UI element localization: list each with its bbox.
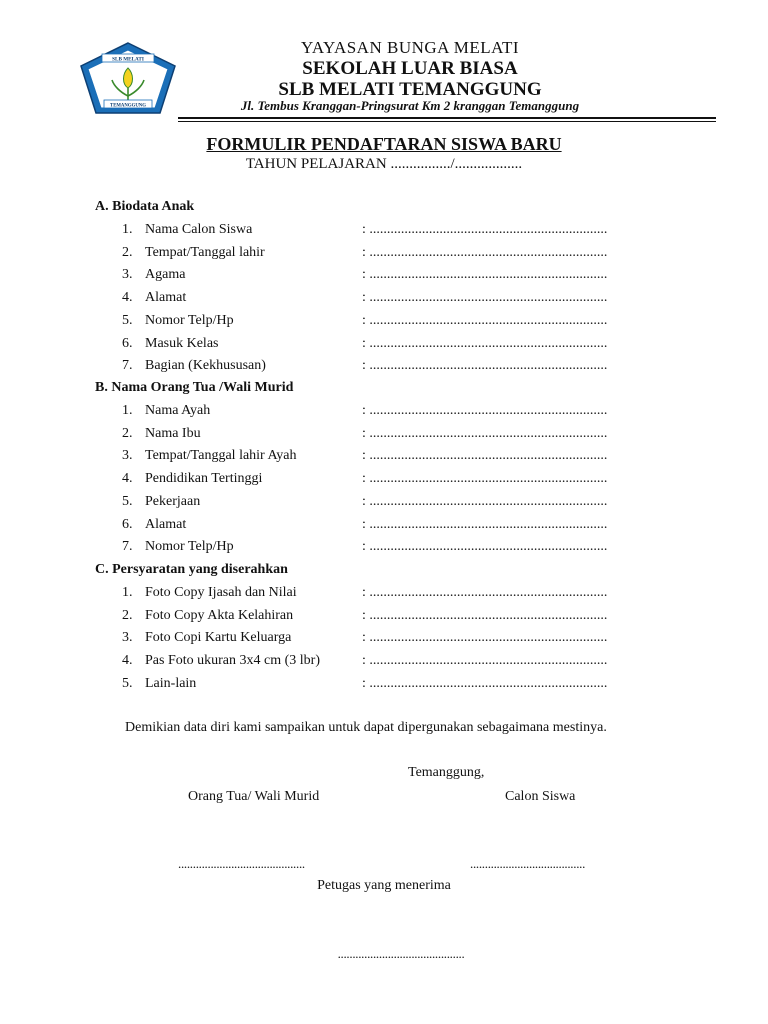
field-number: 2. (122, 244, 133, 260)
field-number: 1. (122, 222, 133, 237)
field-number: 6. (122, 335, 133, 351)
section-heading: B. Nama Orang Tua /Wali Murid (95, 380, 294, 395)
field-number: 2. (122, 607, 133, 623)
field-label: Masuk Kelas (145, 335, 219, 351)
form-field-row (0, 494, 768, 514)
form-field-row (0, 653, 768, 673)
form-field-row (0, 471, 768, 491)
form-field-row (0, 539, 768, 559)
field-label: Tempat/Tanggal lahir Ayah (145, 448, 297, 464)
form-field-row (0, 245, 768, 265)
field-fill-line[interactable]: : .................................................................... (362, 312, 608, 328)
field-label: Alamat (145, 516, 187, 532)
field-fill-line[interactable]: : .................................................................... (362, 607, 608, 623)
header-rule (178, 117, 716, 119)
field-fill-line[interactable]: : .................................................................... (362, 358, 608, 374)
section-heading: A. Biodata Anak (95, 199, 195, 214)
field-label: Foto Copi Kartu Keluarga (145, 630, 292, 646)
field-label: Pendidikan Tertinggi (145, 471, 263, 487)
field-number: 5. (122, 312, 133, 328)
form-field-row (0, 313, 768, 333)
field-fill-line[interactable]: : .................................................................... (362, 493, 608, 509)
receiver-signature-label: Petugas yang menerima (317, 878, 451, 893)
form-field-row (0, 608, 768, 628)
school-address: Jl. Tembus Kranggan-Pringsurat Km 2 kranggan Temanggung (240, 98, 580, 113)
field-fill-line[interactable]: : .................................................................... (362, 267, 608, 283)
foundation-name: YAYASAN BUNGA MELATI (300, 38, 520, 57)
field-label: Agama (145, 267, 186, 283)
field-number: 4. (122, 290, 133, 306)
field-fill-line[interactable]: : .................................................................... (362, 403, 608, 418)
field-fill-line[interactable]: : .................................................................... (362, 516, 608, 532)
section-heading: C. Persyaratan yang diserahkan (95, 562, 288, 577)
form-field-row (0, 676, 768, 696)
field-fill-line[interactable]: : .................................................................... (362, 425, 608, 441)
field-number: 5. (122, 493, 133, 509)
field-number: 7. (122, 539, 133, 555)
field-number: 5. (122, 675, 133, 691)
field-fill-line[interactable]: : .................................................................... (362, 448, 608, 464)
field-label: Nama Ayah (145, 403, 211, 418)
field-label: Nomor Telp/Hp (145, 312, 234, 328)
field-number: 1. (122, 403, 133, 418)
form-field-row (0, 630, 768, 650)
field-label: Bagian (Kekhususan) (145, 358, 266, 374)
field-number: 3. (122, 448, 133, 464)
form-field-row (0, 358, 768, 378)
form-field-row (0, 222, 768, 242)
field-fill-line[interactable]: : .................................................................... (362, 539, 608, 555)
field-label: Nomor Telp/Hp (145, 539, 234, 555)
form-field-row (0, 517, 768, 537)
field-label: Alamat (145, 290, 187, 306)
field-label: Tempat/Tanggal lahir (145, 244, 265, 260)
field-fill-line[interactable]: : .................................................................... (362, 675, 608, 691)
form-field-row (0, 290, 768, 310)
field-label: Foto Copy Akta Kelahiran (145, 607, 294, 623)
form-field-row (0, 336, 768, 356)
field-label: Nama Ibu (145, 425, 201, 441)
form-title: FORMULIR PENDAFTARAN SISWA BARU (206, 134, 562, 154)
form-field-row (0, 267, 768, 287)
field-fill-line[interactable]: : .................................................................... (362, 222, 608, 237)
school-type: SEKOLAH LUAR BIASA (302, 58, 518, 79)
academic-year-line: TAHUN PELAJARAN ................/.................. (245, 156, 523, 172)
form-field-row (0, 585, 768, 605)
school-name: SLB MELATI TEMANGGUNG (278, 79, 542, 100)
field-label: Pekerjaan (145, 493, 201, 509)
parent-signature-label: Orang Tua/ Wali Murid (188, 789, 320, 804)
field-label: Pas Foto ukuran 3x4 cm (3 lbr) (145, 653, 320, 669)
field-fill-line[interactable]: : .................................................................... (362, 630, 608, 646)
signature-city: Temanggung, (408, 765, 485, 780)
field-fill-line[interactable]: : .................................................................... (362, 290, 608, 306)
field-fill-line[interactable]: : .................................................................... (362, 335, 608, 351)
form-field-row (0, 448, 768, 468)
form-field-row (0, 403, 768, 423)
field-label: Foto Copy Ijasah dan Nilai (145, 585, 297, 600)
svg-text:TEMANGGUNG: TEMANGGUNG (110, 103, 146, 109)
field-number: 3. (122, 630, 133, 646)
field-label: Nama Calon Siswa (145, 222, 253, 237)
field-number: 4. (122, 471, 133, 487)
student-signature-label: Calon Siswa (505, 789, 576, 804)
field-number: 4. (122, 653, 133, 669)
field-fill-line[interactable]: : .................................................................... (362, 585, 608, 600)
closing-statement: Demikian data diri kami sampaikan untuk dapat dipergunakan sebagaimana mestinya. (125, 720, 607, 735)
receiver-signature-line: ........................................... (337, 946, 465, 961)
field-number: 3. (122, 267, 133, 283)
field-label: Lain-lain (145, 675, 197, 691)
form-field-row (0, 426, 768, 446)
field-number: 6. (122, 516, 133, 532)
school-logo (78, 40, 178, 116)
field-number: 2. (122, 425, 133, 441)
field-fill-line[interactable]: : .................................................................... (362, 653, 608, 669)
field-number: 7. (122, 358, 133, 374)
student-signature-line: ....................................... (470, 856, 586, 871)
header-rule-thin (178, 121, 716, 122)
field-fill-line[interactable]: : .................................................................... (362, 471, 608, 487)
field-number: 1. (122, 585, 133, 600)
parent-signature-line: ........................................... (178, 856, 305, 871)
field-fill-line[interactable]: : .................................................................... (362, 244, 608, 260)
svg-text:SLB MELATI: SLB MELATI (112, 56, 144, 63)
